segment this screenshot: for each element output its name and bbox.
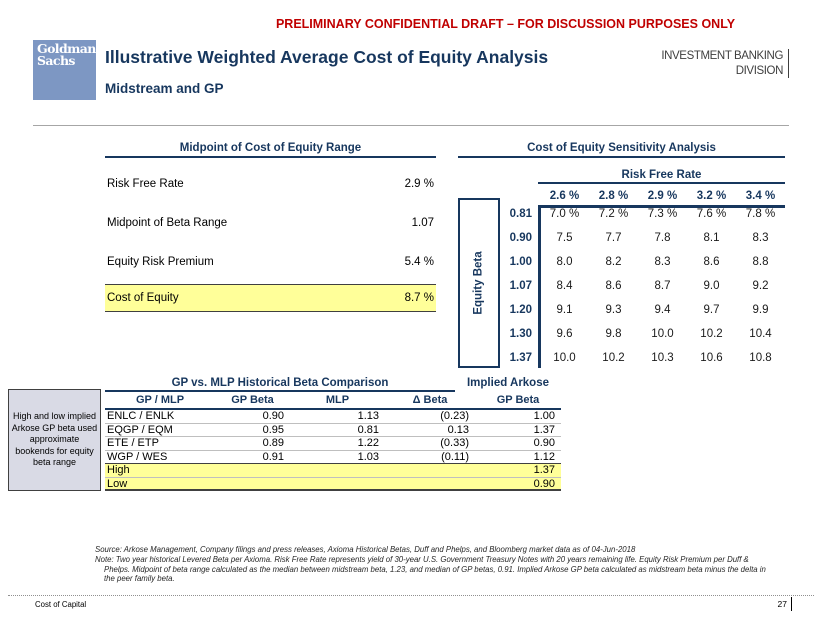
midpoint-table xyxy=(105,142,436,312)
cost-of-equity-highlight-row xyxy=(105,284,436,312)
beta-table-headers xyxy=(105,377,561,392)
equity-beta-axis-box xyxy=(458,198,500,368)
footer-divider xyxy=(8,595,814,596)
matrix-cell: 8.6 xyxy=(605,280,622,292)
matrix-cell: 10.2 xyxy=(602,352,625,364)
beta-row-label: 1.20 xyxy=(509,304,532,316)
goldman-sachs-logo xyxy=(33,40,96,100)
row-label: Cost of Equity xyxy=(107,292,179,304)
matrix-cell: 7.2 % xyxy=(598,208,629,220)
column-header: 2.8 % xyxy=(598,190,629,202)
page-title: Illustrative Weighted Average Cost of Equity Analysis xyxy=(105,47,549,67)
column-header: GP / MLP xyxy=(135,394,185,406)
gp-beta-value: 0.89 xyxy=(262,437,284,450)
matrix-cell: 9.4 xyxy=(654,304,671,316)
risk-free-rate-group-label: Risk Free Rate xyxy=(538,169,785,184)
column-header: 3.4 % xyxy=(745,190,776,202)
ticker-pair: ENLC / ENLK xyxy=(107,410,175,423)
footer-section-title: Cost of Capital xyxy=(35,600,87,609)
ticker-pair: ETE / ETP xyxy=(107,437,159,450)
column-header: GP Beta xyxy=(496,394,540,406)
sensitivity-table xyxy=(458,142,785,372)
summary-label: High xyxy=(107,464,130,477)
matrix-cell: 8.3 xyxy=(654,256,671,268)
matrix-cell: 7.5 xyxy=(556,232,573,244)
column-header: 2.9 % xyxy=(647,190,678,202)
matrix-cell: 9.1 xyxy=(556,304,573,316)
row-values xyxy=(540,232,785,244)
table-row xyxy=(105,437,561,451)
matrix-cell: 8.0 xyxy=(556,256,573,268)
mlp-beta-value: 1.22 xyxy=(357,437,379,450)
row-values xyxy=(540,256,785,268)
gp-beta-value: 0.90 xyxy=(262,410,284,423)
table-row xyxy=(502,208,785,220)
beta-row-label: 0.90 xyxy=(509,232,532,244)
mlp-beta-value: 0.81 xyxy=(357,423,379,436)
row-values xyxy=(540,352,785,364)
table-row xyxy=(502,352,785,364)
high-summary-row xyxy=(105,464,561,478)
beta-row-label: 1.30 xyxy=(509,328,532,340)
header-divider xyxy=(33,125,789,126)
implied-gp-beta-value: 1.37 xyxy=(533,423,555,436)
note-box-text: High and low implied Arkose GP beta used approximate bookends for equity beta range xyxy=(11,411,98,468)
row-values xyxy=(540,208,785,220)
delta-beta-value: (0.33) xyxy=(440,437,469,450)
matrix-cell: 8.4 xyxy=(556,280,573,292)
summary-label: Low xyxy=(107,477,128,490)
matrix-cell: 7.8 xyxy=(654,232,671,244)
sensitivity-table-title: Cost of Equity Sensitivity Analysis xyxy=(458,142,785,158)
column-header: GP Beta xyxy=(231,394,274,406)
beta-row-label: 1.00 xyxy=(509,256,532,268)
gp-beta-value: 0.91 xyxy=(262,450,284,463)
gp-beta-value: 0.95 xyxy=(262,423,284,436)
row-label: Equity Risk Premium xyxy=(107,256,214,268)
matrix-cell: 7.7 xyxy=(605,232,622,244)
ticker-pair: WGP / WES xyxy=(107,450,168,463)
column-header: 2.6 % xyxy=(549,190,580,202)
delta-beta-value: (0.23) xyxy=(440,410,469,423)
matrix-cell: 8.6 xyxy=(703,256,720,268)
row-values xyxy=(540,304,785,316)
implied-gp-beta-value: 0.90 xyxy=(533,437,555,450)
matrix-cell: 9.9 xyxy=(752,304,769,316)
sensitivity-column-headers xyxy=(540,190,785,202)
table-row xyxy=(502,304,785,316)
table-row xyxy=(105,424,561,438)
matrix-cell: 8.8 xyxy=(752,256,769,268)
row-label: Risk Free Rate xyxy=(107,178,184,190)
logo-line1: Goldman xyxy=(37,41,96,56)
implied-gp-beta-value: 1.00 xyxy=(533,410,555,423)
summary-value: 1.37 xyxy=(533,464,555,477)
matrix-cell: 9.6 xyxy=(556,328,573,340)
matrix-cell: 10.3 xyxy=(651,352,674,364)
division-line2: DIVISION xyxy=(735,64,783,77)
logo-line2: Sachs xyxy=(37,53,75,68)
page-number: 27 xyxy=(778,597,792,611)
equity-beta-axis-label: Equity Beta xyxy=(473,251,486,315)
beta-comparison-table xyxy=(105,377,561,491)
beta-row-label: 1.07 xyxy=(509,280,532,292)
matrix-cell: 8.7 xyxy=(654,280,671,292)
division-label xyxy=(661,49,789,78)
delta-beta-value: 0.13 xyxy=(447,423,469,436)
implied-arkose-header: Implied Arkose xyxy=(466,377,550,389)
delta-beta-value: (0.11) xyxy=(441,450,469,463)
table-row xyxy=(105,217,436,229)
source-footnote: Source: Arkose Management, Company filings and press releases, Axioma Historical Betas, Duff and Phelps, and Bloomberg market data as of 04-Jun-2018 xyxy=(95,545,636,554)
ticker-pair: EQGP / EQM xyxy=(107,423,173,436)
beta-row-label: 0.81 xyxy=(509,208,532,220)
mlp-beta-value: 1.13 xyxy=(357,410,379,423)
table-row xyxy=(105,451,561,465)
matrix-cell: 9.3 xyxy=(605,304,622,316)
midpoint-table-title: Midpoint of Cost of Equity Range xyxy=(105,142,436,158)
table-row xyxy=(105,178,436,190)
logo-text xyxy=(33,40,96,67)
row-label: Midpoint of Beta Range xyxy=(107,217,228,229)
row-values xyxy=(540,280,785,292)
page-subtitle: Midstream and GP xyxy=(105,81,224,96)
matrix-cell: 10.0 xyxy=(651,328,674,340)
matrix-cell: 7.0 % xyxy=(549,208,580,220)
row-value: 8.7 % xyxy=(404,292,434,304)
table-row xyxy=(502,328,785,340)
mlp-beta-value: 1.03 xyxy=(357,450,379,463)
table-row xyxy=(105,410,561,424)
matrix-cell: 10.6 xyxy=(700,352,723,364)
matrix-cell: 10.4 xyxy=(749,328,772,340)
column-header: 3.2 % xyxy=(696,190,727,202)
table-row xyxy=(105,256,436,268)
matrix-cell: 9.8 xyxy=(605,328,622,340)
beta-bookends-note-box xyxy=(8,389,101,491)
low-summary-row xyxy=(105,478,561,492)
summary-value: 0.90 xyxy=(533,477,555,490)
row-value: 2.9 % xyxy=(404,178,434,190)
table-row xyxy=(502,232,785,244)
matrix-cell: 10.8 xyxy=(749,352,772,364)
matrix-cell: 9.0 xyxy=(703,280,720,292)
matrix-cell: 9.7 xyxy=(703,304,720,316)
matrix-cell: 10.2 xyxy=(700,328,723,340)
row-values xyxy=(540,328,785,340)
division-line1: INVESTMENT BANKING xyxy=(661,50,783,62)
table-row xyxy=(502,280,785,292)
matrix-cell: 10.0 xyxy=(553,352,576,364)
matrix-cell: 9.2 xyxy=(752,280,769,292)
matrix-cell: 8.3 xyxy=(752,232,769,244)
beta-table-column-headers xyxy=(105,394,561,410)
note-footnote: Note: Two year historical Levered Beta per Axioma. Risk Free Rate represents yield of 30-year U.S. Government Treasury Notes with 20 years remaining life. Equity Risk Premium per Duff & Phelps. Midpoint of beta range calculated as the median between midstream beta, 1.23, and median of GP betas, 0.91. Implied Arkose GP beta calculated as midstream beta minus the delta in the peer family beta. xyxy=(95,554,766,584)
footnotes xyxy=(95,545,769,584)
confidential-disclaimer: PRELIMINARY CONFIDENTIAL DRAFT – FOR DISCUSSION PURPOSES ONLY xyxy=(275,17,736,31)
column-header: MLP xyxy=(325,394,350,406)
matrix-cell: 7.3 % xyxy=(647,208,678,220)
matrix-cell: 8.1 xyxy=(703,232,720,244)
row-value: 5.4 % xyxy=(404,256,434,268)
matrix-cell: 8.2 xyxy=(605,256,622,268)
implied-gp-beta-value: 1.12 xyxy=(533,450,555,463)
table-row xyxy=(502,256,785,268)
matrix-cell: 7.6 % xyxy=(696,208,727,220)
matrix-cell: 7.8 % xyxy=(745,208,776,220)
beta-table-title: GP vs. MLP Historical Beta Comparison xyxy=(105,377,455,392)
row-value: 1.07 xyxy=(411,217,434,229)
beta-row-label: 1.37 xyxy=(509,352,532,364)
column-header: Δ Beta xyxy=(412,394,448,406)
